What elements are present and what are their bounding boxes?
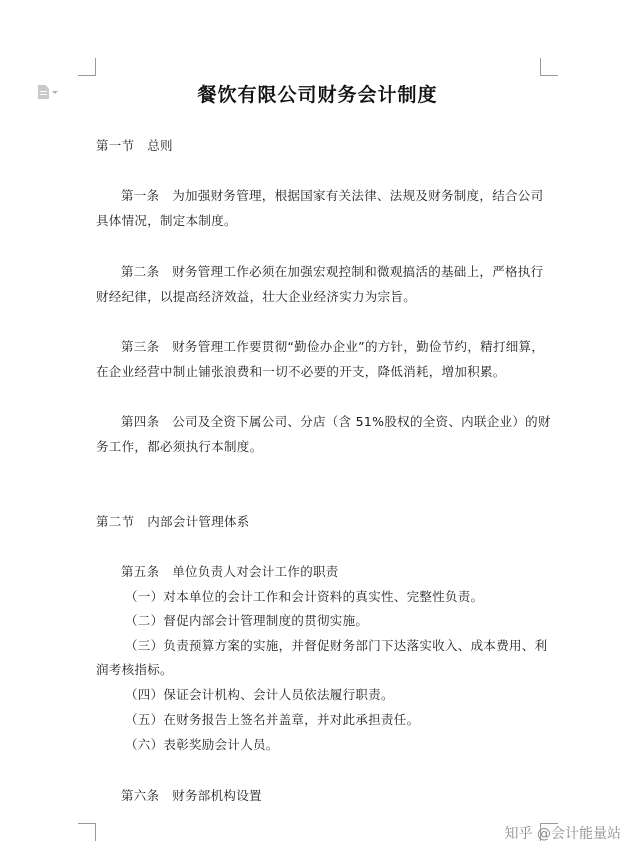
list-item: （四）保证会计机构、会计人员依法履行职责。 (125, 687, 394, 702)
watermark-text: 知乎 @会计能量站 (504, 826, 621, 842)
list-item: （一）对本单位的会计工作和会计资料的真实性、完整性负责。 (125, 589, 484, 604)
paragraph-line: 第一条 为加强财务管理，根据国家有关法律、法规及财务制度，结合公司 (121, 188, 544, 203)
paragraph-line: 第三条 财务管理工作要贯彻“勤俭办企业”的方针，勤俭节约，精打细算， (121, 339, 545, 354)
paragraph-line: 务工作，都必须执行本制度。 (96, 439, 263, 454)
crop-mark-top-right (540, 58, 558, 76)
crop-mark-top-left (78, 58, 96, 76)
article-heading: 第五条 单位负责人对会计工作的职责 (121, 564, 339, 579)
section-heading: 第二节 内部会计管理体系 (96, 514, 250, 529)
article-heading: 第六条 财务部机构设置 (121, 788, 262, 803)
list-item-continuation: 润考核指标。 (96, 662, 173, 677)
list-item: （二）督促内部会计管理制度的贯彻实施。 (125, 613, 369, 628)
paragraph-line: 具体情况，制定本制度。 (96, 213, 237, 228)
list-item: （三）负责预算方案的实施，并督促财务部门下达落实收入、成本费用、利 (125, 638, 548, 653)
list-item: （六）表彰奖励会计人员。 (125, 737, 279, 752)
document-title: 餐饮有限公司财务会计制度 (197, 84, 438, 106)
section-heading: 第一节 总则 (96, 138, 173, 153)
paragraph-line: 第二条 财务管理工作必须在加强宏观控制和微观搞活的基础上，严格执行 (121, 264, 544, 279)
list-item: （五）在财务报告上签名并盖章，并对此承担责任。 (125, 712, 420, 727)
crop-mark-bottom-left (78, 823, 96, 841)
paragraph-line: 在企业经营中制止铺张浪费和一切不必要的开支，降低消耗，增加积累。 (96, 364, 506, 379)
paragraph-line: 财经纪律，以提高经济效益，壮大企业经济实力为宗旨。 (96, 289, 417, 304)
paragraph-line: 第四条 公司及全资下属公司、分店（含 51%股权的全资、内联企业）的财 (121, 414, 551, 429)
